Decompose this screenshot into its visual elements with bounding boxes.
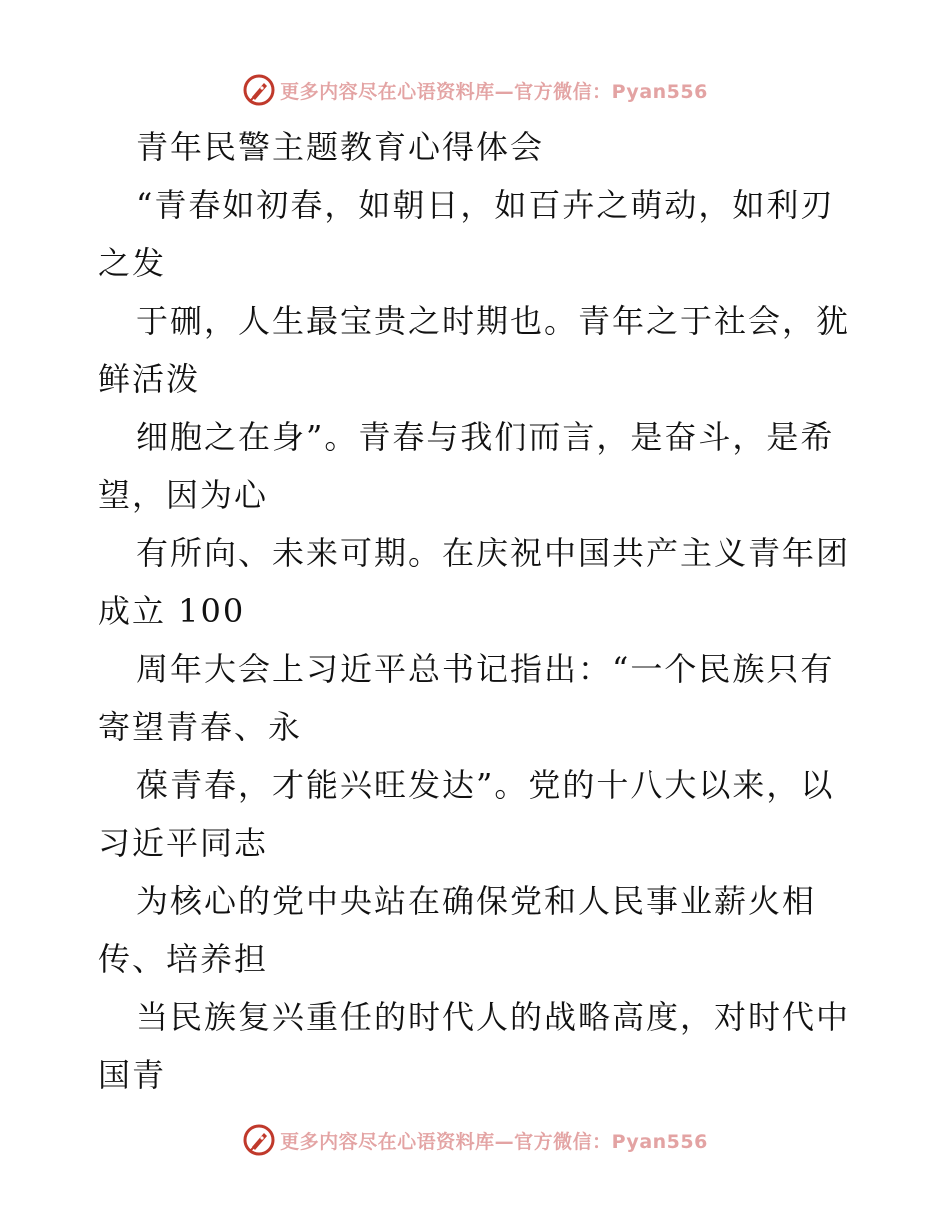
header-watermark-text: 更多内容尽在心语资料库—官方微信：Pyan556 — [280, 80, 708, 103]
paragraph-line: 鲜活泼 — [98, 360, 201, 398]
paragraph-line: 习近平同志 — [98, 824, 269, 862]
paragraph-line: 传、培养担 — [98, 940, 269, 978]
document-title: 青年民警主题教育心得体会 — [136, 128, 545, 166]
paragraph-line: 为核心的党中央站在确保党和人民事业薪火相 — [136, 882, 817, 920]
paragraph-line: 周年大会上习近平总书记指出：“一个民族只有 — [136, 650, 835, 688]
paragraph-line: 细胞之在身”。青春与我们而言，是奋斗，是希 — [136, 418, 835, 456]
paragraph-line: 当民族复兴重任的时代人的战略高度，对时代中 — [136, 998, 851, 1036]
fountain-pen-logo-icon — [242, 73, 276, 107]
paragraph-line: 望，因为心 — [98, 476, 269, 514]
footer-watermark-text: 更多内容尽在心语资料库—官方微信：Pyan556 — [280, 1130, 708, 1153]
paragraph-line: 之发 — [98, 244, 167, 282]
footer-watermark-banner — [0, 1120, 950, 1160]
paragraph-line: “青春如初春，如朝日，如百卉之萌动，如利刃 — [136, 186, 835, 224]
document-body — [98, 118, 858, 1104]
paragraph-line: 成立 100 — [98, 592, 246, 630]
header-watermark-banner — [0, 70, 950, 110]
paragraph-line: 寄望青春、永 — [98, 708, 303, 746]
paragraph-line: 国青 — [98, 1056, 167, 1094]
paragraph-line: 于硎，人生最宝贵之时期也。青年之于社会，犹 — [136, 302, 851, 340]
paragraph-line: 葆青春，才能兴旺发达”。党的十八大以来，以 — [136, 766, 835, 804]
paragraph-line: 有所向、未来可期。在庆祝中国共产主义青年团 — [136, 534, 851, 572]
fountain-pen-logo-icon — [242, 1123, 276, 1157]
